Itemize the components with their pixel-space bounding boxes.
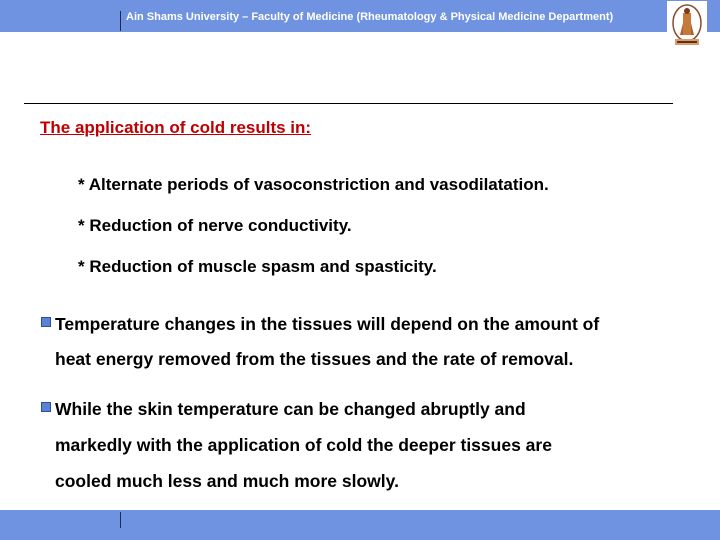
bullet-line: heat energy removed from the tissues and the rate of removal. (55, 349, 574, 369)
university-logo-icon (667, 1, 707, 49)
bullet-line: While the skin temperature can be changed abruptly and (55, 399, 526, 419)
sub-item-nerve-conductivity: * Reduction of nerve conductivity. (78, 216, 352, 235)
sub-item-muscle-spasm: * Reduction of muscle spasm and spasticity. (78, 257, 437, 276)
footer-bar (0, 510, 720, 540)
header-title: Ain Shams University – Faculty of Medicine (Rheumatology & Physical Medicine Department) (126, 11, 614, 23)
bullet-line: Temperature changes in the tissues will depend on the amount of (55, 314, 600, 334)
divider-rule (24, 103, 673, 104)
square-bullet-icon (41, 317, 51, 327)
sub-item-vasoconstriction: * Alternate periods of vasoconstriction and vasodilatation. (78, 175, 549, 194)
square-bullet-icon (41, 402, 51, 412)
bullet-line: markedly with the application of cold the deeper tissues are (55, 435, 552, 455)
bullet-line: cooled much less and much more slowly. (55, 471, 399, 491)
section-heading: The application of cold results in: (40, 118, 312, 137)
header-divider (120, 11, 121, 31)
footer-divider (120, 512, 121, 528)
